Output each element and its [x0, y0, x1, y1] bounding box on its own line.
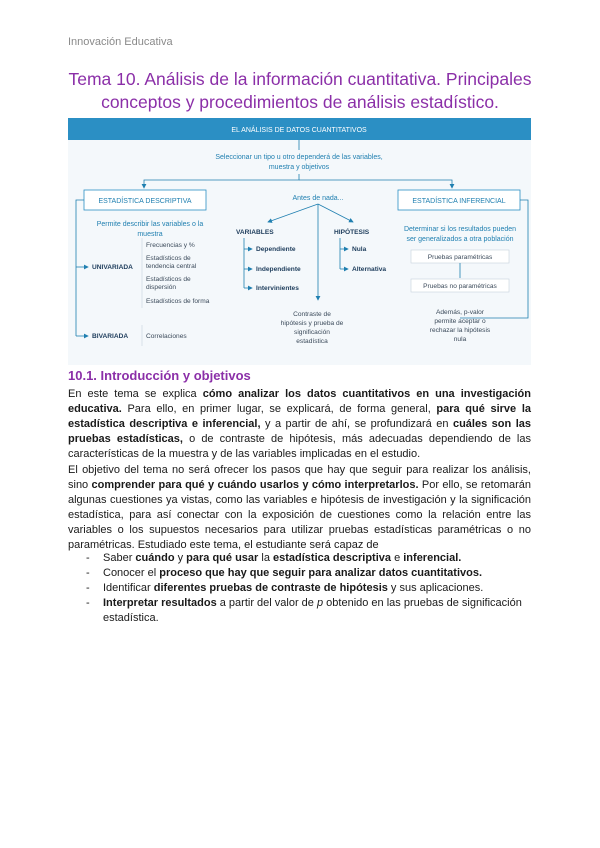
title-line-2: conceptos y procedimientos de análisis estadístico.	[101, 92, 499, 112]
variables-item-2: Independiente	[256, 266, 301, 273]
univariada-item-2b: tendencia central	[146, 263, 197, 270]
bold-text: para qué sirve la estadística descriptiva e inferencial,	[68, 403, 531, 430]
section-title: 10.1. Introducción y objetivos	[68, 368, 251, 383]
italic-text: p	[316, 597, 324, 609]
contraste-line-1: Contraste de	[293, 311, 331, 318]
bullet-dash: -	[86, 597, 90, 609]
intro-paragraph	[68, 387, 531, 462]
analysis-diagram	[68, 118, 531, 365]
text-run: Identificar	[103, 582, 154, 594]
hipotesis-item-2: Alternativa	[352, 266, 387, 273]
contraste-line-4: estadística	[296, 338, 328, 345]
diagram-select-line-1: Seleccionar un tipo u otro dependerá de las variables,	[215, 154, 383, 161]
bold-text: cómo analizar los datos cuantitativos en una investigación educativa.	[68, 388, 531, 415]
univariada-label: UNIVARIADA	[92, 264, 133, 271]
hipotesis-label: HIPÓTESIS	[334, 229, 370, 236]
bullet-dash: -	[86, 582, 90, 594]
text-run: Saber	[103, 552, 136, 564]
text-run: Conocer el	[103, 567, 160, 579]
correlaciones-label: Correlaciones	[146, 333, 187, 340]
descriptive-desc-2: muestra	[137, 231, 163, 238]
objectives-list	[86, 551, 531, 626]
objective-paragraph	[68, 463, 531, 553]
text-run: o de contraste de hipótesis, más adecuadas dependiendo de las características de la muestra y de las variables implicadas en el estudio.	[68, 433, 531, 460]
pvalor-line-2: permite aceptar o	[434, 318, 486, 325]
univariada-item-3a: Estadísticos de	[146, 276, 191, 283]
bold-text: Interpretar resultados	[103, 597, 217, 609]
antes-de-nada: Antes de nada...	[292, 195, 344, 202]
bullet-dash: -	[86, 552, 90, 564]
text-run: y a partir de ahí, se profundizará en	[260, 418, 453, 430]
text-run: y	[174, 552, 187, 564]
text-run: El objetivo del tema no será ofrecer los pasos que hay que seguir para realizar los análisis, sino	[68, 464, 531, 491]
bivariada-label: BIVARIADA	[92, 333, 129, 340]
contraste-line-3: significación	[294, 329, 330, 336]
text-run: e	[391, 552, 404, 564]
text-run: a partir del valor de	[216, 597, 317, 609]
pvalor-line-1: Además, p-valor	[435, 309, 485, 316]
bold-text: cuándo	[135, 552, 175, 564]
page-title	[50, 68, 550, 114]
bold-text: diferentes pruebas de contraste de hipótesis	[153, 582, 388, 594]
objective-item	[86, 551, 531, 566]
text-run: Para ello, en primer lugar, se explicará, de forma general,	[121, 403, 437, 415]
univariada-item-3b: dispersión	[146, 284, 177, 291]
text-run: obtenido en las pruebas de significación estadística.	[103, 597, 522, 624]
page-header: Innovación Educativa	[68, 36, 173, 48]
bold-text: cuáles son las pruebas estadísticas,	[68, 418, 531, 445]
diagram-svg	[68, 118, 531, 365]
bold-text: proceso que hay que seguir para analizar datos cuantitativos.	[159, 567, 483, 579]
inferential-desc-1: Determinar si los resultados pueden	[403, 226, 517, 233]
text-run: la	[258, 552, 273, 564]
objective-item	[86, 566, 531, 581]
text-run: Por ello, se retomarán algunas cuestiones ya vistas, como las variables e hipótesis de investigación y la significación estadística, para así conectar con la exposición de cuestiones como la relación entre las variables o los supuestos necesarios para utilizar pruebas estadísticas paramétricas o no paramétricas. Estudiado este tema, el estudiante será capaz de	[68, 479, 531, 551]
descriptive-header: ESTADÍSTICA DESCRIPTIVA	[98, 198, 192, 205]
bold-text: estadística descriptiva	[273, 552, 392, 564]
objective-text	[103, 597, 522, 624]
bullet-dash: -	[86, 567, 90, 579]
objective-text	[103, 567, 482, 579]
parametricas-label: Pruebas paramétricas	[427, 254, 493, 261]
inferential-header: ESTADÍSTICA INFERENCIAL	[412, 198, 506, 205]
objective-text	[103, 582, 483, 594]
text-run: En este tema se explica	[68, 388, 203, 400]
contraste-line-2: hipótesis y prueba de	[280, 320, 344, 327]
objective-item	[86, 581, 531, 596]
variables-label: VARIABLES	[236, 229, 274, 236]
univariada-item-4: Estadísticos de forma	[146, 298, 210, 305]
bold-text: inferencial.	[403, 552, 462, 564]
diagram-main-title: EL ANÁLISIS DE DATOS CUANTITATIVOS	[231, 127, 367, 134]
objective-item	[86, 596, 531, 626]
text-run: y sus aplicaciones.	[387, 582, 484, 594]
inferential-desc-2: ser generalizados a otra población	[406, 236, 514, 243]
variables-item-1: Dependiente	[256, 246, 296, 253]
bold-text: comprender para qué y cuándo usarlos y cómo interpretarlos.	[91, 479, 419, 491]
bold-text: para qué usar	[186, 552, 259, 564]
descriptive-desc-1: Permite describir las variables o la	[96, 221, 204, 228]
title-line-1: Tema 10. Análisis de la información cuantitativa. Principales	[68, 69, 532, 89]
diagram-select-line-2: muestra y objetivos	[268, 164, 330, 171]
no-parametricas-label: Pruebas no paramétricas	[423, 283, 497, 290]
pvalor-line-3: rechazar la hipótesis	[429, 327, 491, 334]
objective-text	[103, 552, 461, 564]
pvalor-line-4: nula	[453, 336, 467, 343]
variables-item-3: Intervinientes	[256, 285, 299, 292]
hipotesis-item-1: Nula	[352, 246, 367, 253]
univariada-item-2a: Estadísticos de	[146, 255, 191, 262]
univariada-item-1: Frecuencias y %	[146, 242, 195, 249]
